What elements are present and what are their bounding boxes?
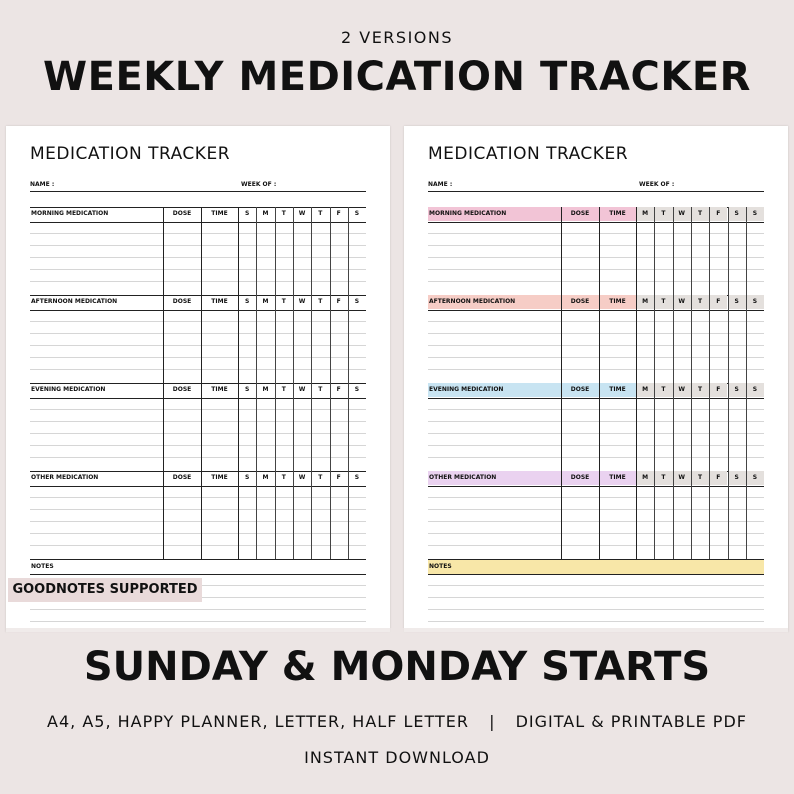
column-divider [311,383,312,471]
day-column-header: T [691,471,709,485]
row-line [30,321,366,322]
row-line [30,545,366,546]
row-line [30,257,366,258]
medication-section [428,383,764,471]
tracker-sheet-monday-start [404,126,788,632]
notes-header [30,559,366,575]
column-divider [330,207,331,295]
day-column-header: T [318,386,323,393]
day-column-header: W [298,298,306,305]
day-column-header: F [336,386,341,393]
day-column-header: S [728,383,746,397]
time-column-header: TIME [599,295,636,309]
day-column-header: S [354,386,360,393]
column-divider [728,295,729,383]
time-column-header: TIME [211,298,228,305]
column-divider [746,207,747,295]
column-divider [311,207,312,295]
dose-column-header: DOSE [172,386,192,393]
column-divider [256,471,257,559]
column-divider [330,295,331,383]
day-column-header: S [354,474,360,481]
day-column-header: T [691,207,709,221]
section-label: MORNING MEDICATION [31,210,109,217]
column-divider [348,295,349,383]
column-divider [293,471,294,559]
day-column-header: T [654,207,672,221]
day-column-header: S [746,207,764,221]
formats-sizes: A4, A5, HAPPY PLANNER, LETTER, HALF LETTER [47,712,469,731]
column-divider [728,383,729,471]
day-column-header: T [654,471,672,485]
day-column-header: W [673,471,691,485]
day-column-header: F [336,298,341,305]
day-column-header: S [728,207,746,221]
row-line [428,445,764,446]
day-column-header: F [709,383,727,397]
sheet-title: MEDICATION TRACKER [428,144,629,164]
column-divider [691,383,692,471]
column-divider [293,207,294,295]
versions-label: 2 VERSIONS [340,28,454,47]
column-divider [654,207,655,295]
week-of-field-label: WEEK OF : [241,181,277,188]
column-divider [709,207,710,295]
row-line [30,433,366,434]
column-divider [275,295,276,383]
column-divider [561,383,562,471]
column-divider [293,383,294,471]
column-divider [330,471,331,559]
column-divider [561,471,562,559]
product-title: WEEKLY MEDICATION TRACKER [43,54,751,100]
row-line [428,533,764,534]
column-divider [256,383,257,471]
column-divider [709,383,710,471]
row-line [428,257,764,258]
row-line [30,509,366,510]
day-column-header: S [746,471,764,485]
column-divider [673,383,674,471]
column-divider [654,383,655,471]
day-column-header: T [691,383,709,397]
medication-section [30,207,366,295]
notes-line [30,621,366,622]
column-divider [691,207,692,295]
notes-line [30,609,366,610]
starts-headline: SUNDAY & MONDAY STARTS [83,644,711,690]
section-label: OTHER MEDICATION [428,471,561,485]
day-column-header: S [244,474,250,481]
day-column-header: T [691,295,709,309]
day-column-header: S [244,210,250,217]
row-line [428,409,764,410]
day-column-header: M [636,471,654,485]
medication-section [428,207,764,295]
column-divider [163,295,164,383]
column-divider [691,471,692,559]
name-week-row [30,181,366,192]
column-divider [746,383,747,471]
row-line [428,345,764,346]
section-label: AFTERNOON MEDICATION [31,298,118,305]
formats-separator: | [489,712,496,731]
tracker-sheet-sunday-start [6,126,390,632]
row-line [428,321,764,322]
day-column-header: S [244,298,250,305]
dose-column-header: DOSE [561,383,599,397]
row-line [30,245,366,246]
row-line [30,409,366,410]
column-divider [311,471,312,559]
dose-column-header: DOSE [561,295,599,309]
row-line [428,269,764,270]
dose-column-header: DOSE [172,210,192,217]
column-divider [330,383,331,471]
column-divider [163,471,164,559]
notes-label: NOTES [429,563,452,570]
column-divider [691,295,692,383]
column-divider [238,471,239,559]
section-label: AFTERNOON MEDICATION [428,295,561,309]
day-column-header: T [318,210,323,217]
row-line [428,433,764,434]
notes-line [428,621,764,622]
column-divider [673,471,674,559]
notes-line [428,597,764,598]
dose-column-header: DOSE [561,207,599,221]
row-line [428,245,764,246]
day-column-header: S [746,383,764,397]
row-line [30,333,366,334]
row-line [30,269,366,270]
dose-column-header: DOSE [561,471,599,485]
column-divider [728,207,729,295]
row-line [428,369,764,370]
formats-line [0,712,794,731]
row-line [30,233,366,234]
dose-column-header: DOSE [172,298,192,305]
column-divider [275,471,276,559]
column-divider [746,471,747,559]
column-divider [256,207,257,295]
column-divider [673,207,674,295]
day-column-header: F [709,471,727,485]
row-line [428,521,764,522]
row-line [30,369,366,370]
column-divider [275,207,276,295]
day-column-header: F [336,210,341,217]
day-column-header: W [298,210,306,217]
column-divider [599,383,600,471]
section-label: EVENING MEDICATION [428,383,561,397]
day-column-header: T [318,474,323,481]
time-column-header: TIME [211,210,228,217]
day-column-header: W [673,383,691,397]
column-divider [201,471,202,559]
row-line [30,281,366,282]
column-divider [256,295,257,383]
day-column-header: F [709,295,727,309]
column-divider [348,383,349,471]
column-divider [599,295,600,383]
day-column-header: M [262,474,269,481]
day-column-header: S [244,386,250,393]
column-divider [673,295,674,383]
time-column-header: TIME [599,471,636,485]
column-divider [201,383,202,471]
column-divider [275,383,276,471]
time-column-header: TIME [599,383,636,397]
day-column-header: F [336,474,341,481]
section-label: MORNING MEDICATION [428,207,561,221]
row-line [30,445,366,446]
day-column-header: M [636,295,654,309]
time-column-header: TIME [211,474,228,481]
row-line [30,497,366,498]
day-column-header: S [728,295,746,309]
day-column-header: W [673,207,691,221]
section-label: EVENING MEDICATION [31,386,106,393]
column-divider [636,383,637,471]
day-column-header: S [728,471,746,485]
day-column-header: T [281,474,286,481]
day-column-header: T [281,298,286,305]
medication-section [30,383,366,471]
column-divider [636,207,637,295]
column-divider [746,295,747,383]
notes-header [428,559,764,575]
day-column-header: T [281,386,286,393]
column-divider [728,471,729,559]
time-column-header: TIME [211,386,228,393]
column-divider [709,295,710,383]
row-line [428,281,764,282]
day-column-header: M [636,383,654,397]
instant-download-label: INSTANT DOWNLOAD [304,748,490,767]
name-week-row [428,181,764,192]
day-column-header: S [746,295,764,309]
medication-section [428,471,764,559]
row-line [428,421,764,422]
column-divider [636,471,637,559]
column-divider [348,207,349,295]
row-line [30,421,366,422]
day-column-header: T [281,210,286,217]
column-divider [238,295,239,383]
day-column-header: M [262,298,269,305]
row-line [428,497,764,498]
notes-line [428,609,764,610]
row-line [428,509,764,510]
column-divider [201,295,202,383]
row-line [428,457,764,458]
day-column-header: M [262,386,269,393]
day-column-header: W [673,295,691,309]
day-column-header: S [354,298,360,305]
day-column-header: T [654,383,672,397]
column-divider [561,207,562,295]
column-divider [654,295,655,383]
sheet-title: MEDICATION TRACKER [30,144,231,164]
week-of-field-label: WEEK OF : [639,181,675,188]
row-line [428,233,764,234]
column-divider [599,471,600,559]
row-line [428,333,764,334]
goodnotes-badge: GOODNOTES SUPPORTED [8,578,202,602]
row-line [30,521,366,522]
day-column-header: F [709,207,727,221]
day-column-header: T [318,298,323,305]
column-divider [238,383,239,471]
column-divider [293,295,294,383]
column-divider [163,383,164,471]
medication-section [30,295,366,383]
column-divider [709,471,710,559]
column-divider [561,295,562,383]
column-divider [348,471,349,559]
name-field-label: NAME : [30,181,55,188]
row-line [428,545,764,546]
day-column-header: S [354,210,360,217]
row-line [30,457,366,458]
day-column-header: W [298,474,306,481]
medication-section [428,295,764,383]
notes-line [428,585,764,586]
row-line [30,357,366,358]
column-divider [636,295,637,383]
column-divider [311,295,312,383]
medication-section [30,471,366,559]
day-column-header: M [262,210,269,217]
section-label: OTHER MEDICATION [31,474,99,481]
notes-label: NOTES [31,563,54,570]
column-divider [238,207,239,295]
row-line [30,533,366,534]
row-line [428,357,764,358]
column-divider [201,207,202,295]
column-divider [654,471,655,559]
formats-type: DIGITAL & PRINTABLE PDF [515,712,747,731]
time-column-header: TIME [599,207,636,221]
column-divider [163,207,164,295]
day-column-header: M [636,207,654,221]
name-field-label: NAME : [428,181,453,188]
dose-column-header: DOSE [172,474,192,481]
row-line [30,345,366,346]
day-column-header: T [654,295,672,309]
day-column-header: W [298,386,306,393]
column-divider [599,207,600,295]
